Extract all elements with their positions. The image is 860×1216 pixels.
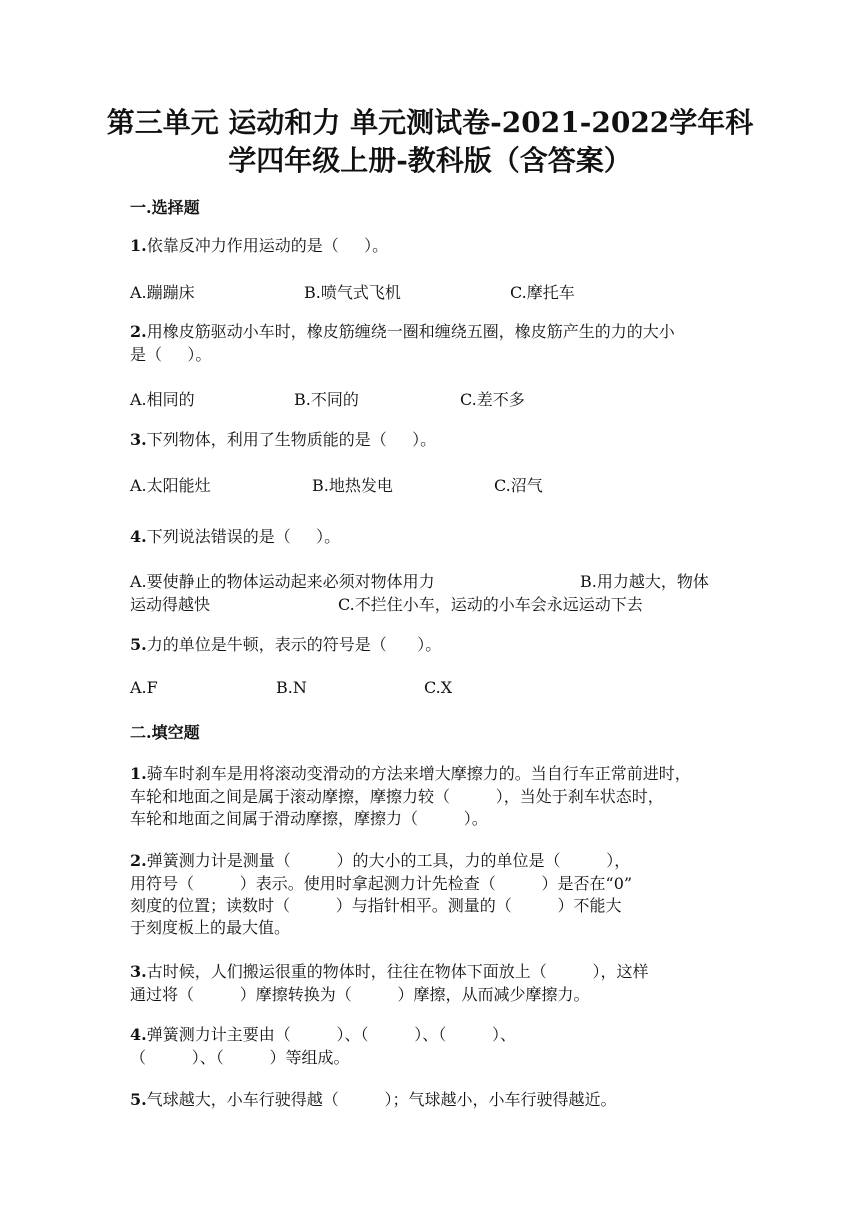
question-text-continued: 车轮和地面之间是属于滚动摩擦，摩擦力较（ ），当处于刹车状态时，: [130, 787, 664, 806]
option-a: A.太阳能灶: [130, 476, 211, 495]
question-text: 古时候，人们搬运很重的物体时，往往在物体下面放上（ ），这样: [146, 962, 649, 981]
option-c: C.摩托车: [510, 283, 575, 302]
option-c: C.不拦住小车，运动的小车会永远运动下去: [338, 595, 643, 614]
option-b-continued: 运动得越快: [130, 595, 211, 614]
option-a: A.要使静止的物体运动起来必须对物体用力: [130, 572, 435, 591]
question-text: 力的单位是牛顿，表示的符号是（ ）。: [146, 635, 442, 654]
option-a: A.蹦蹦床: [130, 283, 195, 302]
question-text-continued: 是（ ）。: [130, 345, 212, 364]
question-text: 下列说法错误的是（ ）。: [146, 527, 341, 546]
question-text: 下列物体，利用了生物质能的是（ ）。: [146, 430, 437, 449]
fill-question-2: [130, 851, 630, 871]
question-text-continued: 通过将（ ）摩擦转换为（ ）摩擦，从而减少摩擦力。: [130, 985, 590, 1004]
section-heading-fill-in: 二.填空题: [130, 723, 200, 742]
option-a: A.F: [130, 678, 158, 697]
question-number: 1.: [130, 236, 147, 255]
question-number: 3.: [130, 962, 147, 981]
question-number: 2.: [130, 851, 147, 870]
document-title-line-1: 第三单元 运动和力 单元测试卷-2021-2022学年科: [106, 106, 754, 139]
question-text-continued: 于刻度板上的最大值。: [130, 918, 291, 937]
option-b: B.喷气式飞机: [304, 283, 401, 302]
question-2: [130, 322, 675, 342]
document-title-line-2: 学四年级上册-教科版（含答案）: [228, 144, 632, 177]
question-number: 4.: [130, 1025, 147, 1044]
option-c: C.X: [424, 678, 453, 697]
question-number: 1.: [130, 764, 147, 783]
question-text-continued: 用符号（ ）表示。使用时拿起测力计先检查（ ）是否在“0”: [130, 874, 633, 893]
question-number: 4.: [130, 527, 147, 546]
section-heading-choice: 一.选择题: [130, 198, 200, 217]
question-number: 5.: [130, 1090, 147, 1109]
question-number: 2.: [130, 322, 147, 341]
option-c: C.差不多: [460, 390, 525, 409]
option-c: C.沼气: [494, 476, 543, 495]
option-a: A.相同的: [130, 390, 195, 409]
question-text: 用橡皮筋驱动小车时，橡皮筋缠绕一圈和缠绕五圈，橡皮筋产生的力的大小: [146, 322, 675, 341]
question-text: 弹簧测力计主要由（ ）、（ ）、（ ）、: [146, 1025, 517, 1044]
question-5: [130, 635, 441, 655]
option-b: B.用力越大，物体: [580, 572, 709, 591]
fill-question-5: [130, 1090, 616, 1110]
question-1: [130, 236, 388, 256]
question-text-continued: （ ）、（ ）等组成。: [130, 1048, 350, 1067]
fill-question-4: [130, 1025, 516, 1045]
question-text-continued: 车轮和地面之间属于滑动摩擦，摩擦力（ ）。: [130, 809, 488, 828]
fill-question-1: [130, 764, 691, 784]
question-number: 3.: [130, 430, 147, 449]
question-text: 依靠反冲力作用运动的是（ ）。: [146, 236, 389, 255]
question-text: 气球越大，小车行驶得越（ ）；气球越小，小车行驶得越近。: [146, 1090, 617, 1109]
option-b: B.N: [276, 678, 307, 697]
option-b: B.地热发电: [312, 476, 393, 495]
question-text: 骑车时刹车是用将滚动变滑动的方法来增大摩擦力的。当自行车正常前进时，: [146, 764, 691, 783]
question-3: [130, 430, 436, 450]
question-4: [130, 527, 340, 547]
question-text-continued: 刻度的位置；读数时（ ）与指针相平。测量的（ ）不能大: [130, 896, 622, 915]
question-number: 5.: [130, 635, 147, 654]
fill-question-3: [130, 962, 648, 982]
question-text: 弹簧测力计是测量（ ）的大小的工具，力的单位是（ ），: [146, 851, 631, 870]
option-b: B.不同的: [294, 390, 359, 409]
